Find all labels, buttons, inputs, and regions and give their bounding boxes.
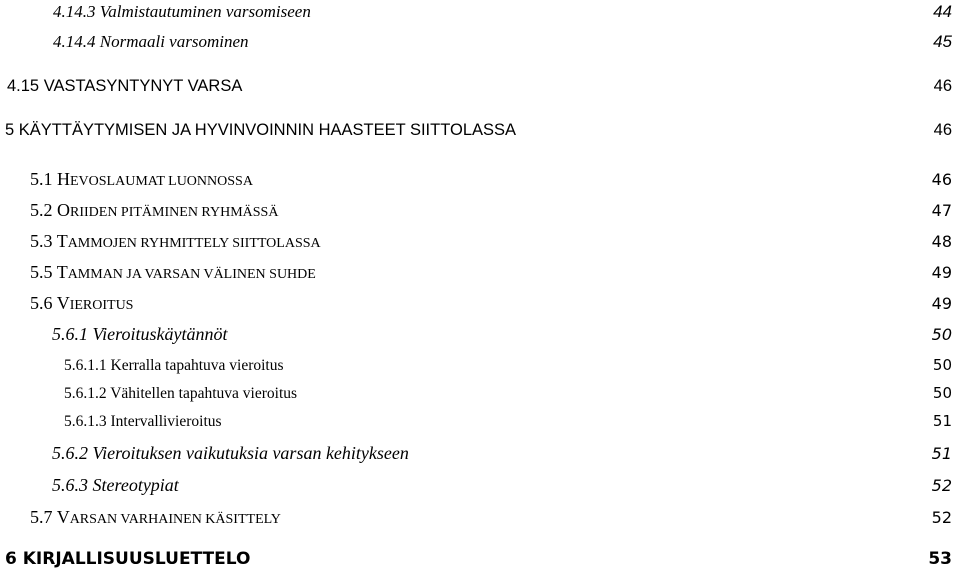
- toc-entry-title: 5.7 VARSAN VARHAINEN KÄSITTELY: [30, 507, 281, 527]
- toc-entry-page: 46: [933, 121, 952, 139]
- toc-entry-5-6-1-1[interactable]: [0, 356, 960, 380]
- toc-entry-title: 5.3 TAMMOJEN RYHMITTELY SIITTOLASSA: [30, 231, 321, 251]
- toc-entry-5-6-1-3[interactable]: [0, 412, 960, 436]
- toc-entry-title: 5.6.2 Vieroituksen vaikutuksia varsan kehitykseen: [52, 443, 409, 463]
- toc-entry-page: 46: [933, 77, 952, 95]
- toc-entry-title: 6 KIRJALLISUUSLUETTELO: [5, 549, 251, 569]
- toc-entry-5-6-3[interactable]: [0, 475, 960, 499]
- toc-entry-title: 5.5 TAMMAN JA VARSAN VÄLINEN SUHDE: [30, 262, 316, 282]
- toc-entry-5-6-2[interactable]: [0, 443, 960, 467]
- toc-entry-page: 52: [931, 476, 952, 495]
- toc-entry-page: 44: [933, 2, 952, 21]
- toc-entry-5-7[interactable]: [0, 507, 960, 531]
- toc-entry-title: 5.2 ORIIDEN PITÄMINEN RYHMÄSSÄ: [30, 200, 279, 220]
- toc-entry-4-14-3[interactable]: [0, 2, 960, 26]
- toc-entry-page: 50: [932, 384, 952, 402]
- toc-entry-page: 49: [931, 294, 952, 313]
- toc-entry-page: 47: [931, 201, 952, 220]
- toc-entry-page: 50: [932, 356, 952, 374]
- toc-entry-page: 52: [931, 508, 952, 527]
- toc-entry-6[interactable]: [0, 549, 960, 573]
- toc-entry-title: 5.6.1 Vieroituskäytännöt: [52, 324, 228, 344]
- toc-entry-page: 53: [928, 549, 952, 569]
- toc-entry-title: 4.14.3 Valmistautuminen varsomiseen: [53, 2, 311, 21]
- toc-entry-title: 5.6.3 Stereotypiat: [52, 475, 179, 495]
- toc-entry-page: 49: [931, 263, 952, 282]
- toc-entry-5-6[interactable]: [0, 293, 960, 317]
- toc-entry-5-2[interactable]: [0, 200, 960, 224]
- toc-entry-page: 51: [932, 412, 952, 430]
- toc-entry-title: 5.6 VIEROITUS: [30, 293, 134, 313]
- toc-entry-title: 5.1 HEVOSLAUMAT LUONNOSSA: [30, 169, 253, 189]
- toc-entry-title: 5 KÄYTTÄYTYMISEN JA HYVINVOINNIN HAASTEET SIITTOLASSA: [5, 121, 517, 139]
- toc-entry-page: 45: [933, 32, 952, 51]
- toc-entry-5-6-1[interactable]: [0, 324, 960, 348]
- toc-entry-4-15[interactable]: [0, 77, 960, 101]
- toc-entry-page: 46: [931, 170, 952, 189]
- toc-entry-5-1[interactable]: [0, 169, 960, 193]
- toc-entry-5-5[interactable]: [0, 262, 960, 286]
- toc-entry-page: 48: [931, 232, 952, 251]
- toc-entry-page: 51: [931, 444, 952, 463]
- toc-entry-page: 50: [931, 325, 952, 344]
- toc-entry-title: 4.14.4 Normaali varsominen: [53, 32, 249, 51]
- toc-entry-5-3[interactable]: [0, 231, 960, 255]
- toc-entry-title: 5.6.1.1 Kerralla tapahtuva vieroitus: [64, 357, 284, 374]
- toc-entry-title: 5.6.1.3 Intervallivieroitus: [64, 413, 222, 430]
- toc-entry-5-6-1-2[interactable]: [0, 384, 960, 408]
- toc-entry-title: 4.15 VASTASYNTYNYT VARSA: [7, 77, 243, 95]
- toc-entry-5[interactable]: [0, 121, 960, 145]
- toc-entry-title: 5.6.1.2 Vähitellen tapahtuva vieroitus: [64, 385, 298, 402]
- toc-entry-4-14-4[interactable]: [0, 32, 960, 56]
